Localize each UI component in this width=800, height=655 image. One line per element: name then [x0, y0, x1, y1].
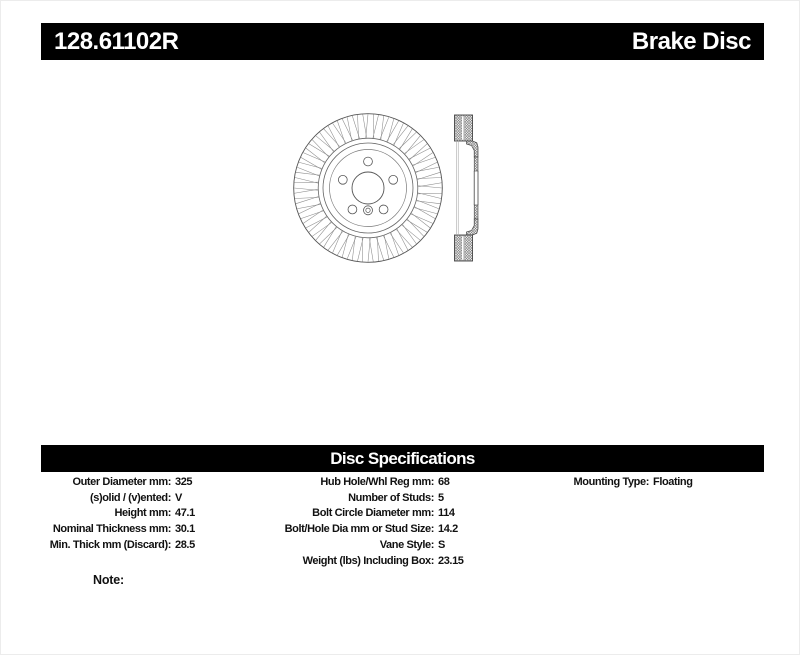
spec-value: 5	[438, 491, 444, 504]
hat-edge-circle	[323, 143, 413, 233]
center-hub-hole	[352, 172, 384, 204]
spec-label: Outer Diameter mm:	[72, 475, 171, 488]
disc-specifications-bar	[41, 445, 764, 472]
spec-value: 23.15	[438, 554, 464, 567]
spec-value: 30.1	[175, 523, 195, 536]
spec-label: (s)olid / (v)ented:	[89, 491, 171, 504]
spec-label: Hub Hole/Whl Reg mm:	[320, 475, 434, 488]
note-label: Note:	[93, 573, 124, 587]
spec-row	[1, 521, 195, 537]
section-bolt-mark-bottom	[474, 205, 478, 219]
spec-value: 14.2	[438, 523, 458, 536]
vane-inner-circle	[318, 138, 418, 238]
spec-row	[1, 506, 195, 522]
part-number: 128.61102R	[54, 27, 179, 55]
stud-hole	[364, 157, 373, 166]
spec-row	[264, 474, 464, 490]
spec-label: Min. Thick mm (Discard):	[49, 539, 171, 552]
spec-row	[1, 490, 195, 506]
section-bottom-step	[467, 219, 479, 235]
spec-row	[1, 537, 195, 553]
spec-value: 325	[175, 475, 193, 488]
product-type: Brake Disc	[631, 27, 751, 55]
title-bar	[41, 23, 764, 60]
spec-label: Vane Style:	[379, 539, 434, 552]
spec-value: S	[438, 539, 445, 552]
spec-label: Bolt Circle Diameter mm:	[312, 507, 434, 520]
spec-value: 68	[438, 475, 450, 488]
section-bottom-vane-gap	[462, 236, 464, 260]
spec-value: V	[175, 491, 182, 504]
spec-label: Bolt/Hole Dia mm or Stud Size:	[284, 523, 434, 536]
spec-row	[264, 537, 464, 553]
stud-hole	[338, 175, 347, 184]
spec-row	[264, 553, 464, 569]
spec-value: 114	[438, 507, 455, 520]
front-view	[294, 114, 443, 263]
stud-hole	[379, 205, 388, 214]
spec-label: Height mm:	[114, 507, 171, 520]
set-screw-hole-outer	[364, 206, 373, 215]
spec-label: Nominal Thickness mm:	[52, 523, 171, 536]
spec-column-right	[479, 474, 693, 490]
spec-column-left	[1, 474, 195, 553]
brake-disc-drawing	[289, 109, 485, 269]
stud-hole	[389, 175, 398, 184]
stud-holes	[338, 157, 397, 214]
spec-value: Floating	[653, 475, 693, 488]
vane-hatching	[294, 114, 442, 262]
stud-hole	[348, 205, 357, 214]
cross-section-view	[455, 115, 479, 261]
spec-label: Number of Studs:	[348, 491, 434, 504]
spec-row	[479, 474, 693, 490]
spec-value: 28.5	[175, 539, 195, 552]
spec-row	[264, 521, 464, 537]
spec-label: Weight (lbs) Including Box:	[302, 554, 434, 567]
disc-specifications-title: Disc Specifications	[330, 449, 475, 468]
section-top-step	[467, 141, 479, 157]
section-top-vane-gap	[462, 116, 464, 140]
spec-row	[264, 490, 464, 506]
set-screw-hole-inner	[366, 208, 370, 212]
spec-label: Mounting Type:	[573, 475, 649, 488]
section-bolt-mark-top	[474, 157, 478, 171]
spec-value: 47.1	[175, 507, 195, 520]
spec-row	[1, 474, 195, 490]
spec-column-middle	[264, 474, 464, 569]
spec-row	[264, 506, 464, 522]
